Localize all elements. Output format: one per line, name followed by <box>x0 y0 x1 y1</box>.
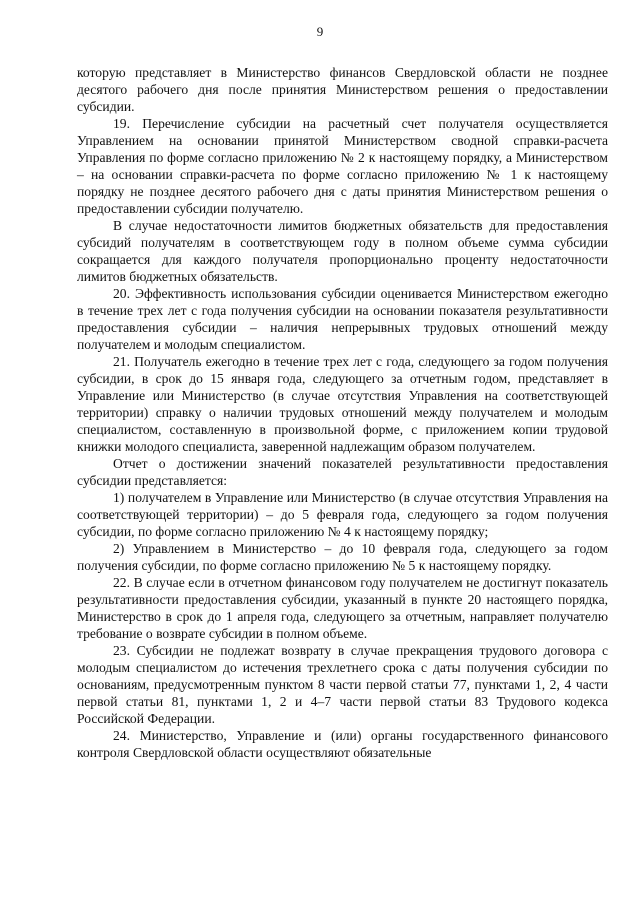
paragraph: 23. Субсидии не подлежат возврату в случае прекращения трудового договора с молодым специалистом до истечения трехлетнего срока с даты получения субсидии по основаниям, предусмотренным пунктом 8 части первой статьи 77, пунктами 1, 2, 4 части первой статьи 81, пунктами 1, 2 и 4–7 части первой статьи 83 Трудового кодекса Российской Федерации. <box>77 643 608 726</box>
paragraph: 19. Перечисление субсидии на расчетный счет получателя осуществляется Управлением на основании принятой Министерством сводной справки-расчета Управления по форме согласно приложению № 2 к настоящему порядку, а Министерством – на основании справки-расчета по форме согласно приложению № 1 к настоящему порядку не позднее десятого рабочего дня с даты принятия Министерством решения о предоставлении субсидии получателю. <box>77 116 608 216</box>
paragraph: 20. Эффективность использования субсидии оценивается Министерством ежегодно в течение трех лет с года получения субсидии на основании показателя результативности предоставления субсидии – наличия непрерывных трудовых отношений между получателем и молодым специалистом. <box>77 286 608 352</box>
paragraph: Отчет о достижении значений показателей результативности предоставления субсидии представляется: <box>77 456 608 488</box>
page-number: 9 <box>316 24 324 39</box>
paragraph: В случае недостаточности лимитов бюджетных обязательств для предоставления субсидий получателям в соответствующем году в полном объеме сумма субсидии сокращается для каждого получателя пропорционально проценту недостаточности лимитов бюджетных обязательств. <box>77 218 608 284</box>
paragraph: 24. Министерство, Управление и (или) органы государственного финансового контроля Свердловской области осуществляют обязательные <box>77 728 608 760</box>
document-body <box>77 64 608 761</box>
paragraph: 22. В случае если в отчетном финансовом году получателем не достигнут показатель результативности предоставления субсидии, указанный в пункте 20 настоящего порядка, Министерство в срок до 1 апреля года, следующего за отчетным, направляет получателю требование о возврате субсидии в полном объеме. <box>77 575 608 641</box>
list-item: 2) Управлением в Министерство – до 10 февраля года, следующего за годом получения субсидии, по форме согласно приложению № 5 к настоящему порядку. <box>77 541 608 573</box>
paragraph: которую представляет в Министерство финансов Свердловской области не позднее десятого рабочего дня после принятия Министерством решения о предоставлении субсидии. <box>77 65 608 114</box>
list-item: 1) получателем в Управление или Министерство (в случае отсутствия Управления на соответствующей территории) – до 5 февраля года, следующего за годом получения субсидии, по форме согласно приложению № 4 к настоящему порядку; <box>77 490 608 539</box>
paragraph: 21. Получатель ежегодно в течение трех лет с года, следующего за годом получения субсидии, в срок до 15 января года, следующего за отчетным годом, представляет в Управление или Министерство (в случае отсутствия Управления на соответствующей территории) справку о наличии трудовых отношений между получателем и молодым специалистом, составленную в произвольной форме, с приложением копии трудовой книжки молодого специалиста, заверенной надлежащим образом получателем. <box>77 354 608 454</box>
